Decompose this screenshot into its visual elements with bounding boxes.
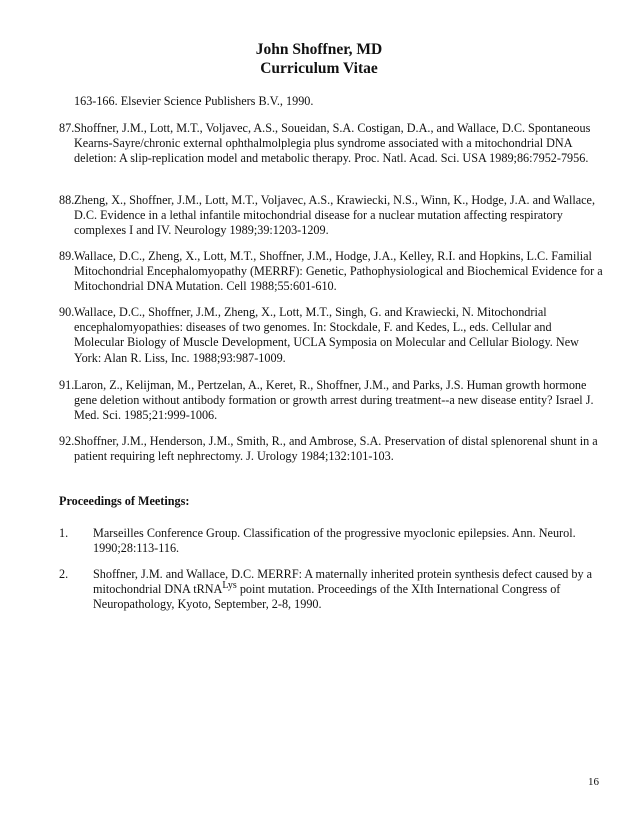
proceedings-text: Marseilles Conference Group. Classification of the progressive myoclonic epilepsies. Ann. Neurol. 1990;28:113-116.: [93, 526, 576, 556]
continued-reference-text: 163-166. Elsevier Science Publishers B.V., 1990.: [74, 94, 314, 108]
reference-text: Shoffner, J.M., Lott, M.T., Voljavec, A.S., Soueidan, S.A. Costigan, D.A., and Wallace, D.C. Spontaneous Kearns-Sayre/chronic external ophthalmolplegia plus syndrome associated with a mitochondrial DNA deletion: A slip-replication model and metabolic therapy. Proc. Natl. Acad. Sci. USA 1989;86:7952-7956.: [74, 121, 591, 166]
reference-number: 87.: [59, 121, 75, 135]
proceedings-text-after: point mutation. Proceedings of the XIth International Congress of Neuropathology, Kyoto, September, 2-8, 1990.: [93, 582, 561, 612]
document-title: Curriculum Vitae: [260, 60, 378, 77]
reference-text: Shoffner, J.M., Henderson, J.M., Smith, R., and Ambrose, S.A. Preservation of distal splenorenal shunt in a patient requiring left nephrectomy. J. Urology 1984;132:101-103.: [74, 434, 598, 464]
proceedings-number: 2.: [59, 567, 69, 581]
proceedings-item: [59, 526, 604, 556]
proceedings-text: [93, 567, 604, 613]
proceedings-number: 1.: [59, 526, 69, 540]
reference-number: 89.: [59, 249, 75, 263]
reference-text: Zheng, X., Shoffner, J.M., Lott, M.T., Voljavec, A.S., Krawiecki, N.S., Winn, K., Hodge, J.A. and Wallace, D.C. Evidence in a lethal infantile mitochondrial disease for a nuclear mutation affecting respiratory complexes I and IV. Neurology 1989;39:1203-1209.: [74, 193, 596, 238]
reference-number: 90.: [59, 305, 75, 319]
reference-number: 91.: [59, 378, 75, 392]
reference-number: 88.: [59, 193, 75, 207]
page-number: 16: [588, 776, 599, 788]
reference-text: Wallace, D.C., Shoffner, J.M., Zheng, X., Lott, M.T., Singh, G. and Krawiecki, N. Mitochondrial encephalomyopathies: diseases of two genomes. In: Stockdale, F. and Kedes, L., eds. Cellular and Molecular Biology of Muscle Development, UCLA Symposia on Molecular and Cellular Biology. New York: Alan R. Liss, Inc. 1988;93:987-1009.: [74, 305, 579, 365]
reference-item: [59, 121, 604, 167]
author-name: John Shoffner, MD: [255, 41, 383, 58]
reference-text: Wallace, D.C., Zheng, X., Lott, M.T., Shoffner, J.M., Hodge, J.A., Kelley, R.I. and Hopkins, L.C. Familial Mitochondrial Encephalomyopathy (MERRF): Genetic, Pathophysiological and Biochemical Evidence for a Mitochondrial DNA Mutation. Cell 1988;55:601-610.: [74, 249, 603, 294]
proceedings-item: [59, 567, 604, 613]
reference-item: [59, 193, 604, 239]
page-header: [0, 40, 638, 78]
reference-item: [59, 434, 604, 464]
reference-item: [59, 378, 604, 424]
proceedings-text-before: Shoffner, J.M. and Wallace, D.C. MERRF: A maternally inherited protein synthesis defect caused by a mitochondrial DNA tRNA: [93, 567, 593, 597]
superscript-text: Lys: [222, 580, 237, 592]
reference-text: Laron, Z., Kelijman, M., Pertzelan, A., Keret, R., Shoffner, J.M., and Parks, J.S. Human growth hormone gene deletion without antibody formation or growth arrest during treatment--a new disease entity? Israel J. Med. Sci. 1985;21:999-1006.: [74, 378, 594, 423]
section-heading: Proceedings of Meetings:: [59, 494, 190, 508]
reference-item: [59, 249, 604, 295]
reference-number: 92.: [59, 434, 75, 448]
reference-item: [59, 305, 604, 366]
